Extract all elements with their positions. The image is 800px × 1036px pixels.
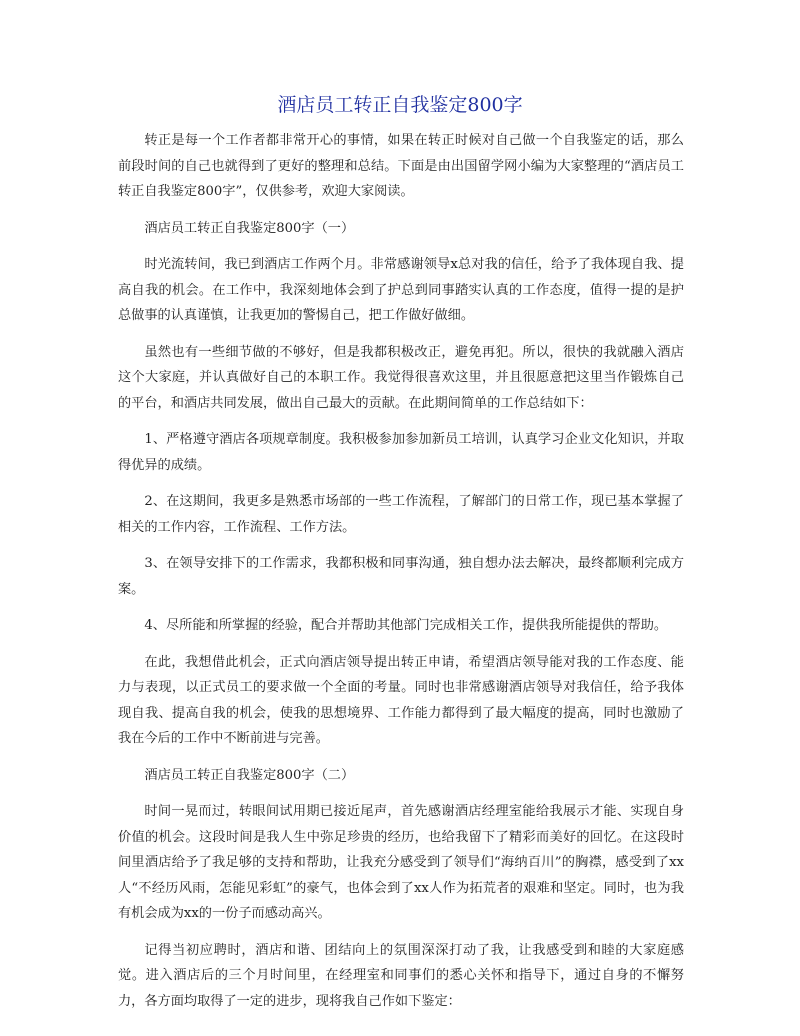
intro-paragraph: 转正是每一个工作者都非常开心的事情，如果在转正时候对自己做一个自我鉴定的话，那么前段时间的自己也就得到了更好的整理和总结。下面是由出国留学网小编为大家整理的“酒店员工转正自我鉴定800字”，仅供参考，欢迎大家阅读。 <box>118 133 684 199</box>
section1-list-item: 1、严格遵守酒店各项规章制度。我积极参加参加新员工培训，认真学习企业文化知识，并取得优异的成绩。 <box>118 432 684 473</box>
document-title: 酒店员工转正自我鉴定800字 <box>277 94 523 116</box>
section1-list-item: 2、在这期间，我更多是熟悉市场部的一些工作流程，了解部门的日常工作，现已基本掌握了相关的工作内容，工作流程、工作方法。 <box>118 494 684 535</box>
section2-paragraph: 时间一晃而过，转眼间试用期已接近尾声，首先感谢酒店经理室能给我展示才能、实现自身价值的机会。这段时间是我人生中弥足珍贵的经历，也给我留下了精彩而美好的回忆。在这段时间里酒店给予了我足够的支持和帮助，让我充分感受到了领导们“海纳百川”的胸襟，感受到了xx人“不经历风雨，怎能见彩虹”的豪气，也体会到了xx人作为拓荒者的艰难和坚定。同时，也为我有机会成为xx的一份子而感动高兴。 <box>118 804 684 921</box>
section1-paragraph: 时光流转间，我已到酒店工作两个月。非常感谢领导x总对我的信任，给予了我体现自我、提高自我的机会。在工作中，我深刻地体会到了护总到同事踏实认真的工作态度，值得一提的是护总做事的认真谨慎，让我更加的警惕自己，把工作做好做细。 <box>118 257 684 323</box>
section-heading-1: 酒店员工转正自我鉴定800字（一） <box>144 220 355 236</box>
document-body <box>118 128 684 1025</box>
section1-list-item: 3、在领导安排下的工作需求，我都积极和同事沟通，独自想办法去解决，最终都顺利完成方案。 <box>118 556 684 597</box>
section1-paragraph: 在此，我想借此机会，正式向酒店领导提出转正申请，希望酒店领导能对我的工作态度、能力与表现，以正式员工的要求做一个全面的考量。同时也非常感谢酒店领导对我信任，给予我体现自我、提高自我的机会，使我的思想境界、工作能力都得到了最大幅度的提高，同时也激励了我在今后的工作中不断前进与完善。 <box>118 654 684 746</box>
section-heading-2: 酒店员工转正自我鉴定800字（二） <box>144 767 355 783</box>
section1-paragraph: 虽然也有一些细节做的不够好，但是我都积极改正，避免再犯。所以，很快的我就融入酒店这个大家庭，并认真做好自己的本职工作。我觉得很喜欢这里，并且很愿意把这里当作锻炼自己的平台，和酒店共同发展，做出自己最大的贡献。在此期间简单的工作总结如下： <box>118 344 684 411</box>
section2-paragraph: 记得当初应聘时，酒店和谐、团结向上的氛围深深打动了我，让我感受到和睦的大家庭感觉。进入酒店后的三个月时间里，在经理室和同事们的悉心关怀和指导下，通过自身的不懈努力，各方面均取得了一定的进步，现将我自己作如下鉴定： <box>118 942 684 1009</box>
section1-list-item: 4、尽所能和所掌握的经验，配合并帮助其他部门完成相关工作，提供我所能提供的帮助。 <box>144 618 668 633</box>
